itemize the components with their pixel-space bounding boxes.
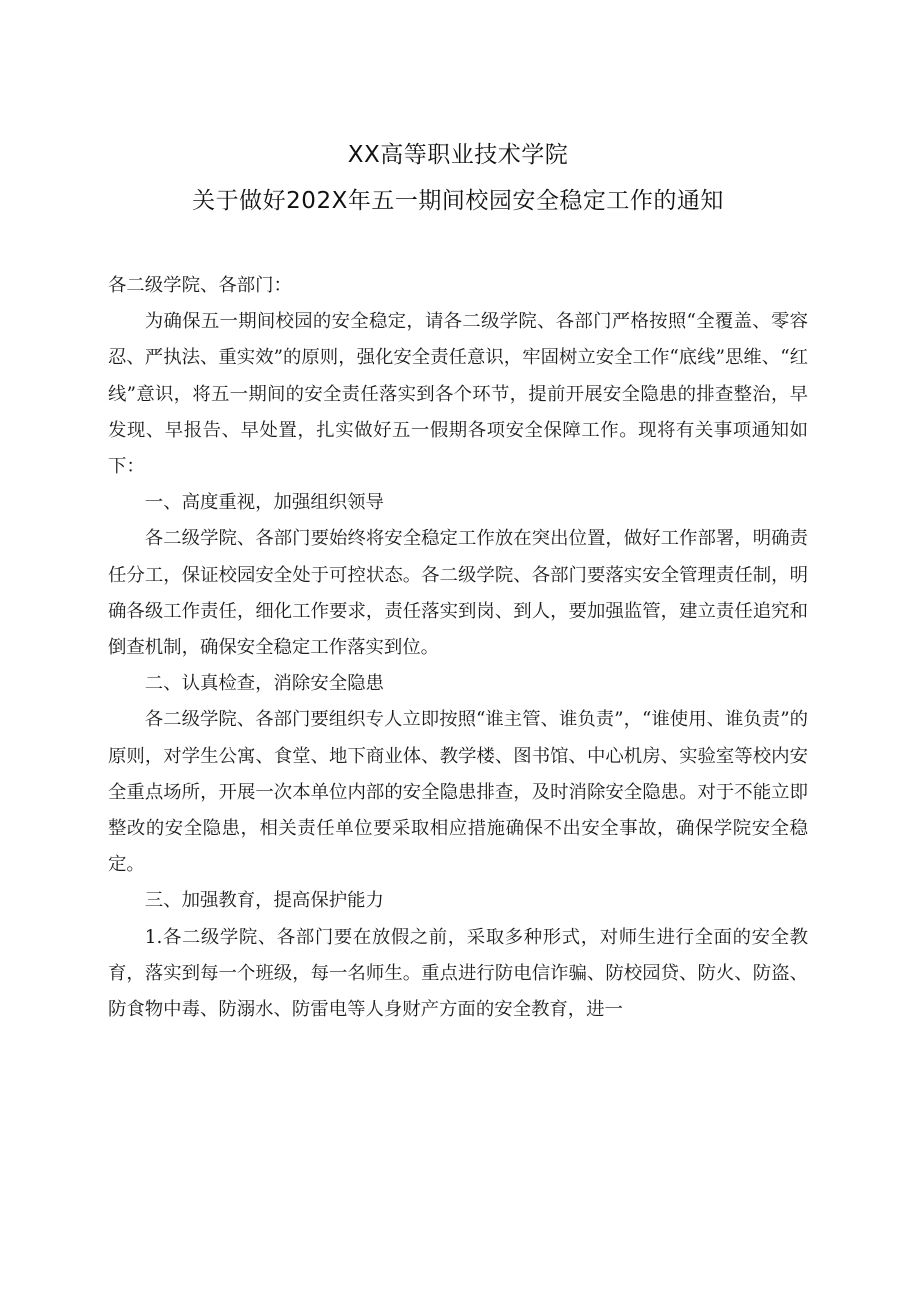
section-paragraph-2: 各二级学院、各部门要组织专人立即按照“谁主管、谁负责”，“谁使用、谁负责”的原则，对学生公寓、食堂、地下商业体、教学楼、图书馆、中心机房、实验室等校内安全重点场所，开展一次本单位内部的安全隐患排查，及时消除安全隐患。对于不能立即整改的安全隐患，相关责任单位要采取相应措施确保不出安全事故，确保学院安全稳定。: [108, 709, 808, 876]
section-heading-1: 一、高度重视，加强组织领导: [144, 492, 384, 514]
document-title-notice: 关于做好202X年五一期间校园安全稳定工作的通知: [192, 188, 724, 214]
intro-paragraph: 为确保五一期间校园的安全稳定，请各二级学院、各部门严格按照“全覆盖、零容忍、严执法、重实效”的原则，强化安全责任意识，牢固树立安全工作“底线”思维、“红线”意识，将五一期间的安全责任落实到各个环节，提前开展安全隐患的排查整治，早发现、早报告、早处置，扎实做好五一假期各项安全保障工作。现将有关事项通知如下：: [108, 311, 808, 478]
section-paragraph-3: 1.各二级学院、各部门要在放假之前，采取多种形式，对师生进行全面的安全教育，落实到每一个班级，每一名师生。重点进行防电信诈骗、防校园贷、防火、防盗、防食物中毒、防溺水、防雷电等人身财产方面的安全教育，进一: [108, 926, 808, 1021]
salutation: 各二级学院、各部门：: [108, 275, 292, 296]
section-paragraph-1: 各二级学院、各部门要始终将安全稳定工作放在突出位置，做好工作部署，明确责任分工，保证校园安全处于可控状态。各二级学院、各部门要落实安全管理责任制，明确各级工作责任，细化工作要求，责任落实到岗、到人，要加强监管，建立责任追究和倒查机制，确保安全稳定工作落实到位。: [108, 528, 808, 659]
section-heading-2: 二、认真检查，消除安全隐患: [144, 673, 384, 695]
section-heading-3: 三、加强教育，提高保护能力: [144, 890, 384, 912]
document-title-school: XX高等职业技术学院: [347, 142, 569, 168]
document-body: [108, 268, 808, 1028]
